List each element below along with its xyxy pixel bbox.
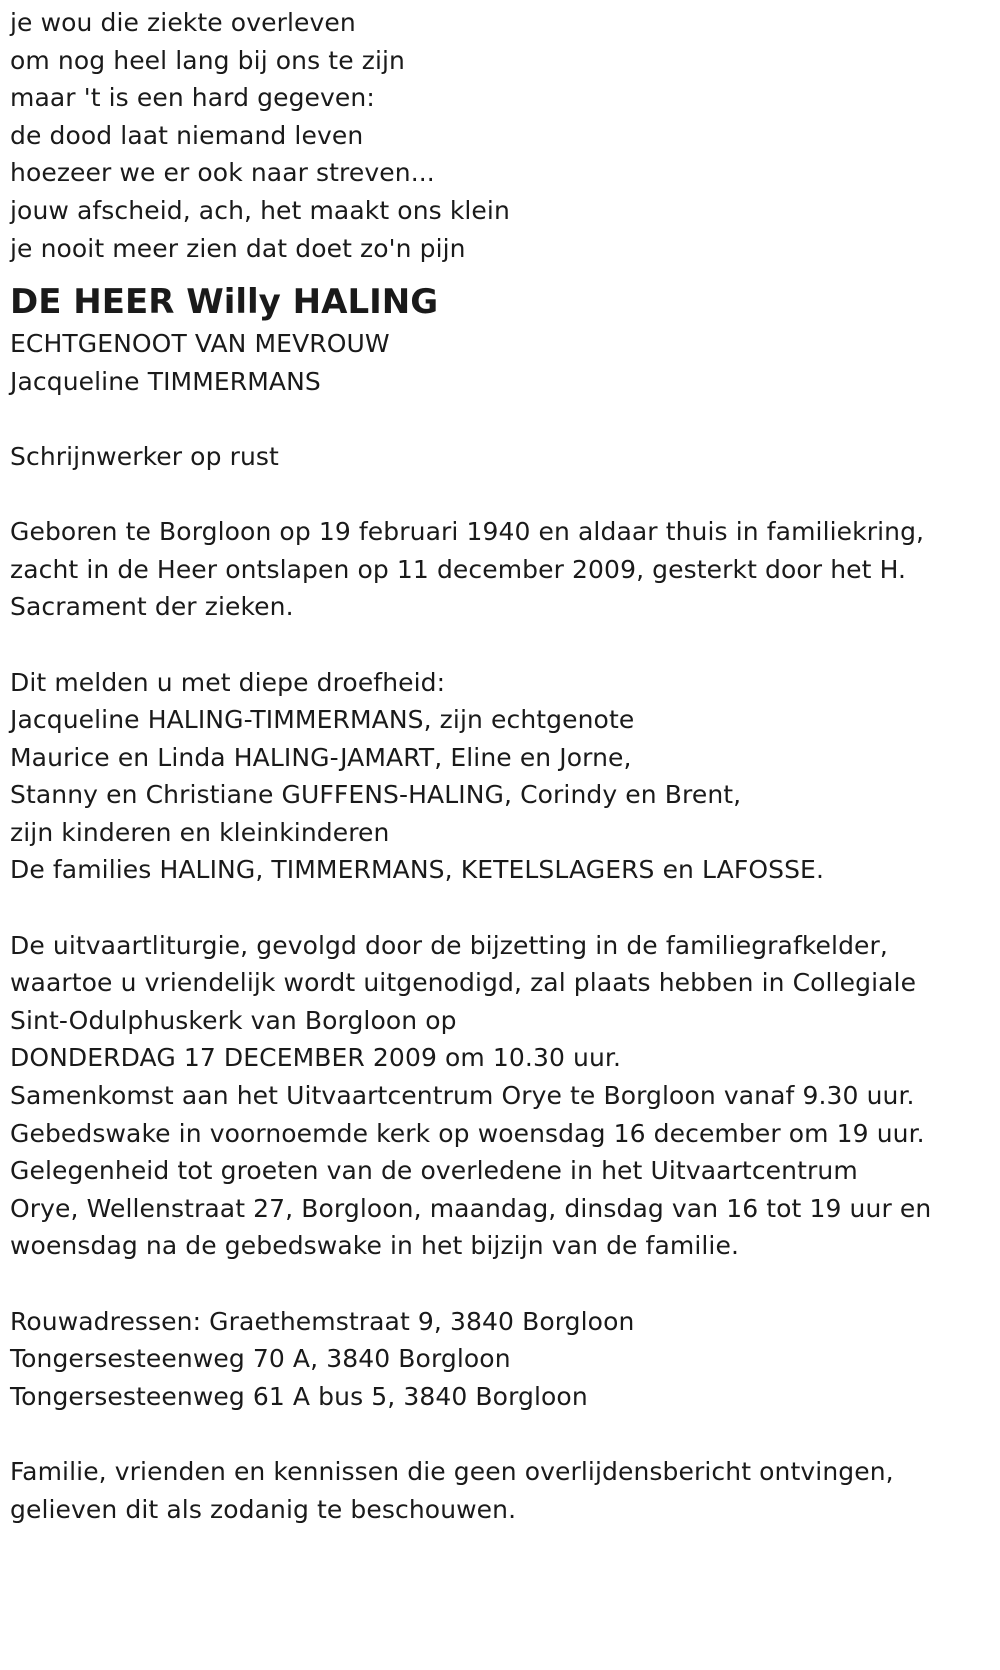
funeral-line: De uitvaartliturgie, gevolgd door de bijzetting in de familiegrafkelder, <box>10 930 888 960</box>
spacer <box>10 626 990 664</box>
family-line: zijn kinderen en kleinkinderen <box>10 817 390 847</box>
family-line: Stanny en Christiane GUFFENS-HALING, Corindy en Brent, <box>10 780 742 810</box>
family-line: Maurice en Linda HALING-JAMART, Eline en Jorne, <box>10 742 632 772</box>
spacer <box>10 1415 990 1453</box>
family-line: Dit melden u met diepe droefheid: <box>10 667 446 697</box>
deceased-name: DE HEER Willy HALING <box>10 282 439 323</box>
address-line: Tongersesteenweg 61 A bus 5, 3840 Borgloon <box>10 1381 588 1411</box>
funeral-line: Samenkomst aan het Uitvaartcentrum Orye te Borgloon vanaf 9.30 uur. <box>10 1081 915 1111</box>
spouse-name: Jacqueline TIMMERMANS <box>10 366 321 396</box>
closing-line: gelieven dit als zodanig te beschouwen. <box>10 1494 517 1524</box>
paragraph-line: Geboren te Borgloon op 19 februari 1940 en aldaar thuis in familiekring, <box>10 517 925 547</box>
paragraph-line: zacht in de Heer ontslapen op 11 december 2009, gesterkt door het H. <box>10 554 907 584</box>
closing-line: Familie, vrienden en kennissen die geen overlijdensbericht ontvingen, <box>10 1456 894 1486</box>
addresses-paragraph <box>10 1303 990 1416</box>
family-paragraph <box>10 664 990 890</box>
birth-death-paragraph <box>10 513 990 626</box>
poem-line: jouw afscheid, ach, het maakt ons klein <box>10 195 510 225</box>
obituary-document <box>10 4 990 1528</box>
paragraph-line: Sacrament der zieken. <box>10 592 294 622</box>
spacer <box>10 889 990 927</box>
poem-line: maar 't is een hard gegeven: <box>10 83 375 113</box>
poem-line: de dood laat niemand leven <box>10 120 364 150</box>
poem <box>10 4 990 267</box>
funeral-line: Gelegenheid tot groeten van de overledene in het Uitvaartcentrum <box>10 1156 858 1186</box>
funeral-line: Sint-Odulphuskerk van Borgloon op <box>10 1005 457 1035</box>
spacer <box>10 400 990 438</box>
family-line: De families HALING, TIMMERMANS, KETELSLAGERS en LAFOSSE. <box>10 855 824 885</box>
poem-line: om nog heel lang bij ons te zijn <box>10 45 405 75</box>
closing-paragraph <box>10 1453 990 1528</box>
funeral-line: Orye, Wellenstraat 27, Borgloon, maandag, dinsdag van 16 tot 19 uur en <box>10 1193 932 1223</box>
family-line: Jacqueline HALING-TIMMERMANS, zijn echtgenote <box>10 705 635 735</box>
funeral-line: DONDERDAG 17 DECEMBER 2009 om 10.30 uur. <box>10 1043 622 1073</box>
spacer <box>10 1265 990 1303</box>
poem-line: hoezeer we er ook naar streven... <box>10 158 435 188</box>
address-line: Tongersesteenweg 70 A, 3840 Borgloon <box>10 1344 511 1374</box>
funeral-line: woensdag na de gebedswake in het bijzijn van de familie. <box>10 1231 740 1261</box>
spouse-title: ECHTGENOOT VAN MEVROUW <box>10 329 390 359</box>
spacer <box>10 476 990 514</box>
address-line: Rouwadressen: Graethemstraat 9, 3840 Borgloon <box>10 1306 635 1336</box>
poem-line: je wou die ziekte overleven <box>10 8 356 37</box>
funeral-paragraph <box>10 927 990 1265</box>
poem-line: je nooit meer zien dat doet zo'n pijn <box>10 233 466 263</box>
profession: Schrijnwerker op rust <box>10 441 279 471</box>
funeral-line: Gebedswake in voornoemde kerk op woensdag 16 december om 19 uur. <box>10 1118 925 1148</box>
funeral-line: waartoe u vriendelijk wordt uitgenodigd, zal plaats hebben in Collegiale <box>10 968 917 998</box>
